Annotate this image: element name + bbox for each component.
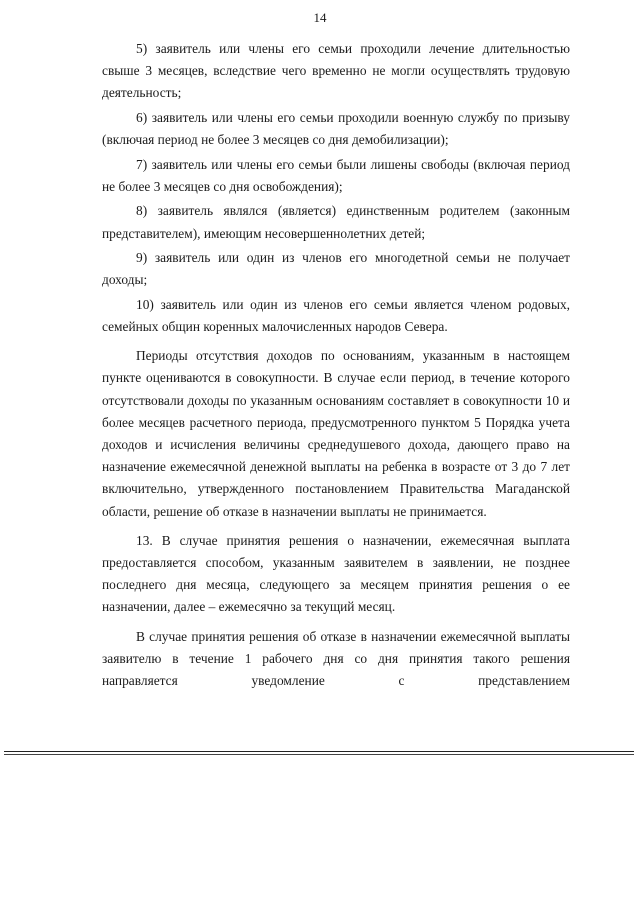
list-item-7: 7) заявитель или члены его семьи были лишены свободы (включая период не более 3 месяцев со дня освобождения); (102, 156, 570, 194)
page-number: 14 (313, 10, 327, 25)
page-bottom-rule (4, 751, 634, 752)
document-body (102, 38, 570, 692)
refusal-paragraph: В случае принятия решения об отказе в назначении ежемесячной выплаты заявителю в течение 1 рабочего дня со дня принятия такого решения направляется уведомление с представлением (102, 628, 570, 688)
list-item-9: 9) заявитель или один из членов его многодетной семьи не получает доходы; (102, 250, 570, 288)
list-item-6: 6) заявитель или члены его семьи проходили военную службу по призыву (включая период не более 3 месяцев со дня демобилизации); (102, 109, 570, 148)
page-bottom-rule-inner (4, 754, 634, 755)
clause-13-paragraph: 13. В случае принятия решения о назначении, ежемесячная выплата предоставляется способом, указанным заявителем в заявлении, не позднее последнего дня месяца, следующего за месяцем принятия решения о ее назначении, далее – ежемесячно за текущий месяц. (102, 532, 570, 615)
list-item-8: 8) заявитель являлся (является) единственным родителем (законным представителем), имеющим несовершеннолетних детей; (102, 203, 570, 241)
periods-paragraph: Периоды отсутствия доходов по основаниям, указанным в настоящем пункте оцениваются в совокупности. В случае если период, в течение которого отсутствовали доходы по указанным основаниям составляет в совокупности 10 и более месяцев расчетного периода, предусмотренного пунктом 5 Порядка учета доходов и исчисления величины среднедушевого дохода, дающего право на назначение ежемесячной денежной выплаты на ребенка в возрасте от 3 до 7 лет включительно, утвержденного постановлением Правительства Магаданской области, решение об отказе в назначении выплаты не принимается. (102, 348, 570, 519)
list-item-10: 10) заявитель или один из членов его семьи является членом родовых, семейных общин коренных малочисленных народов Севера. (102, 296, 570, 334)
list-item-5: 5) заявитель или члены его семьи проходили лечение длительностью свыше 3 месяцев, вследствие чего временно не могли осуществлять трудовую деятельность; (102, 41, 570, 101)
